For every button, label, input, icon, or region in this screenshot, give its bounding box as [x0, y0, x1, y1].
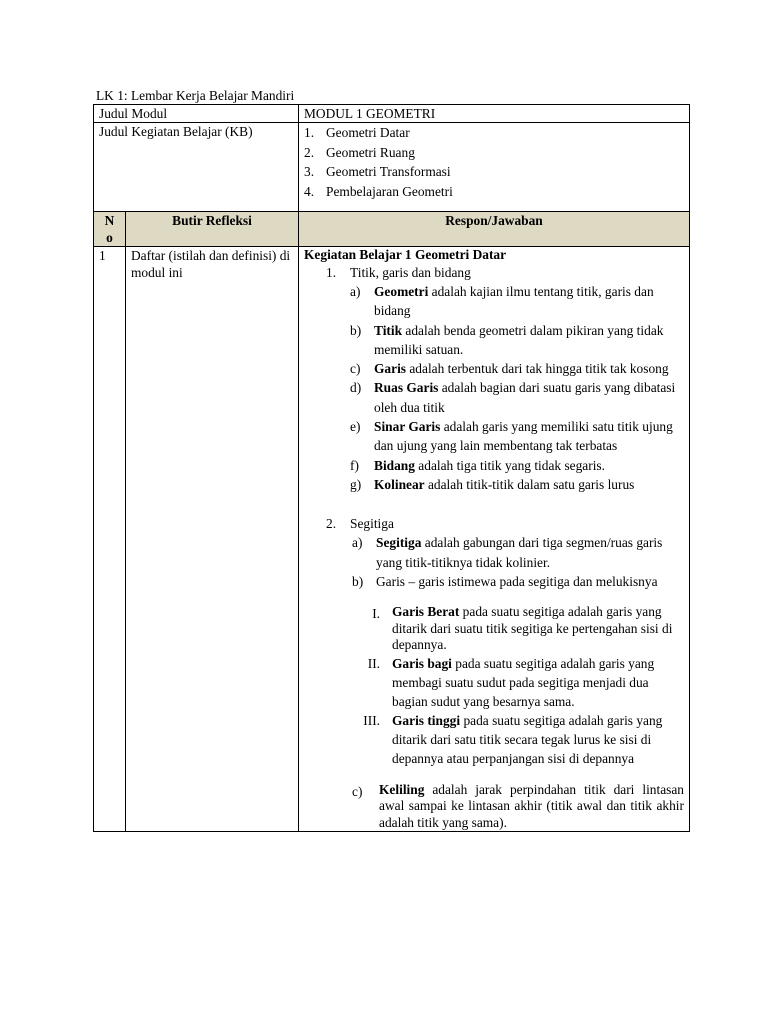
header-no: N o [94, 212, 126, 247]
kb-item: 2. Geometri Ruang [304, 144, 415, 160]
header-butir: Butir Refleksi [126, 212, 299, 247]
kb-item: 3. Geometri Transformasi [304, 164, 451, 179]
row-butir: Daftar (istilah dan definisi) di modul ini [126, 247, 299, 832]
row-no: 1 [94, 247, 126, 832]
list-item: III. Garis tinggi pada suatu segitiga adalah garis yang ditarik dari satu titik secara tegak lurus ke sisi di depannya atau perpanjangan sisi di depannya [363, 712, 663, 766]
list-item: b) Garis – garis istimewa pada segitiga dan melukisnya [352, 573, 658, 589]
kb-label: Judul Kegiatan Belajar (KB) [94, 123, 299, 212]
section-2-list-c [304, 782, 684, 832]
list-item: I. Garis Berat pada suatu segitiga adalah garis yang ditarik dari suatu titik segitiga ke pertengahan sisi di depannya. [372, 604, 673, 653]
list-item: c) Keliling adalah jarak perpindahan titik dari lintasan awal sampai ke lintasan akhir (titik awal dan titik akhir adalah titik yang sama). [352, 781, 684, 830]
table-row [94, 247, 690, 832]
header-respon: Respon/Jawaban [299, 212, 690, 247]
section-1-list [304, 282, 684, 494]
section-1-title: 1. Titik, garis dan bidang [326, 265, 471, 280]
header-row [94, 212, 690, 247]
list-item: a) Geometri adalah kajian ilmu tentang titik, garis dan bidang [350, 284, 654, 319]
kb-item: 4. Pembelajaran Geometri [304, 183, 453, 199]
list-item: f) Bidang adalah tiga titik yang tidak segaris. [350, 457, 605, 473]
list-item: c) Garis adalah terbentuk dari tak hingga titik tak kosong [350, 361, 669, 377]
kb-list-cell [299, 123, 690, 212]
modul-value: MODUL 1 GEOMETRI [299, 105, 690, 123]
list-item: d) Ruas Garis adalah bagian dari suatu garis yang dibatasi oleh dua titik [350, 380, 676, 415]
section-2-list [304, 533, 684, 591]
row-respon [299, 247, 690, 832]
roman-list [304, 604, 684, 768]
kb-list [304, 123, 684, 201]
kb-item: 1. Geometri Datar [304, 125, 410, 140]
list-item: II. Garis bagi pada suatu segitiga adalah garis yang membagi suatu sudut pada segitiga menjadi dua bagian sudut yang besarnya sama. [367, 655, 655, 709]
list-item: a) Segitiga adalah gabungan dari tiga segmen/ruas garis yang titik-titiknya tidak kolinier. [352, 535, 663, 570]
kegiatan-title: Kegiatan Belajar 1 Geometri Datar [304, 247, 507, 262]
modul-label: Judul Modul [94, 105, 299, 123]
section-2-title: 2. Segitiga [326, 516, 394, 532]
list-item: e) Sinar Garis adalah garis yang memiliki satu titik ujung dan ujung yang lain membentang tak terbatas [350, 419, 673, 454]
kb-row [94, 123, 690, 212]
document-title: LK 1: Lembar Kerja Belajar Mandiri [96, 88, 295, 103]
list-item: b) Titik adalah benda geometri dalam pikiran yang tidak memiliki satuan. [350, 322, 664, 357]
worksheet-table [93, 104, 690, 832]
list-item: g) Kolinear adalah titik-titik dalam satu garis lurus [350, 476, 635, 492]
modul-row [94, 105, 690, 123]
